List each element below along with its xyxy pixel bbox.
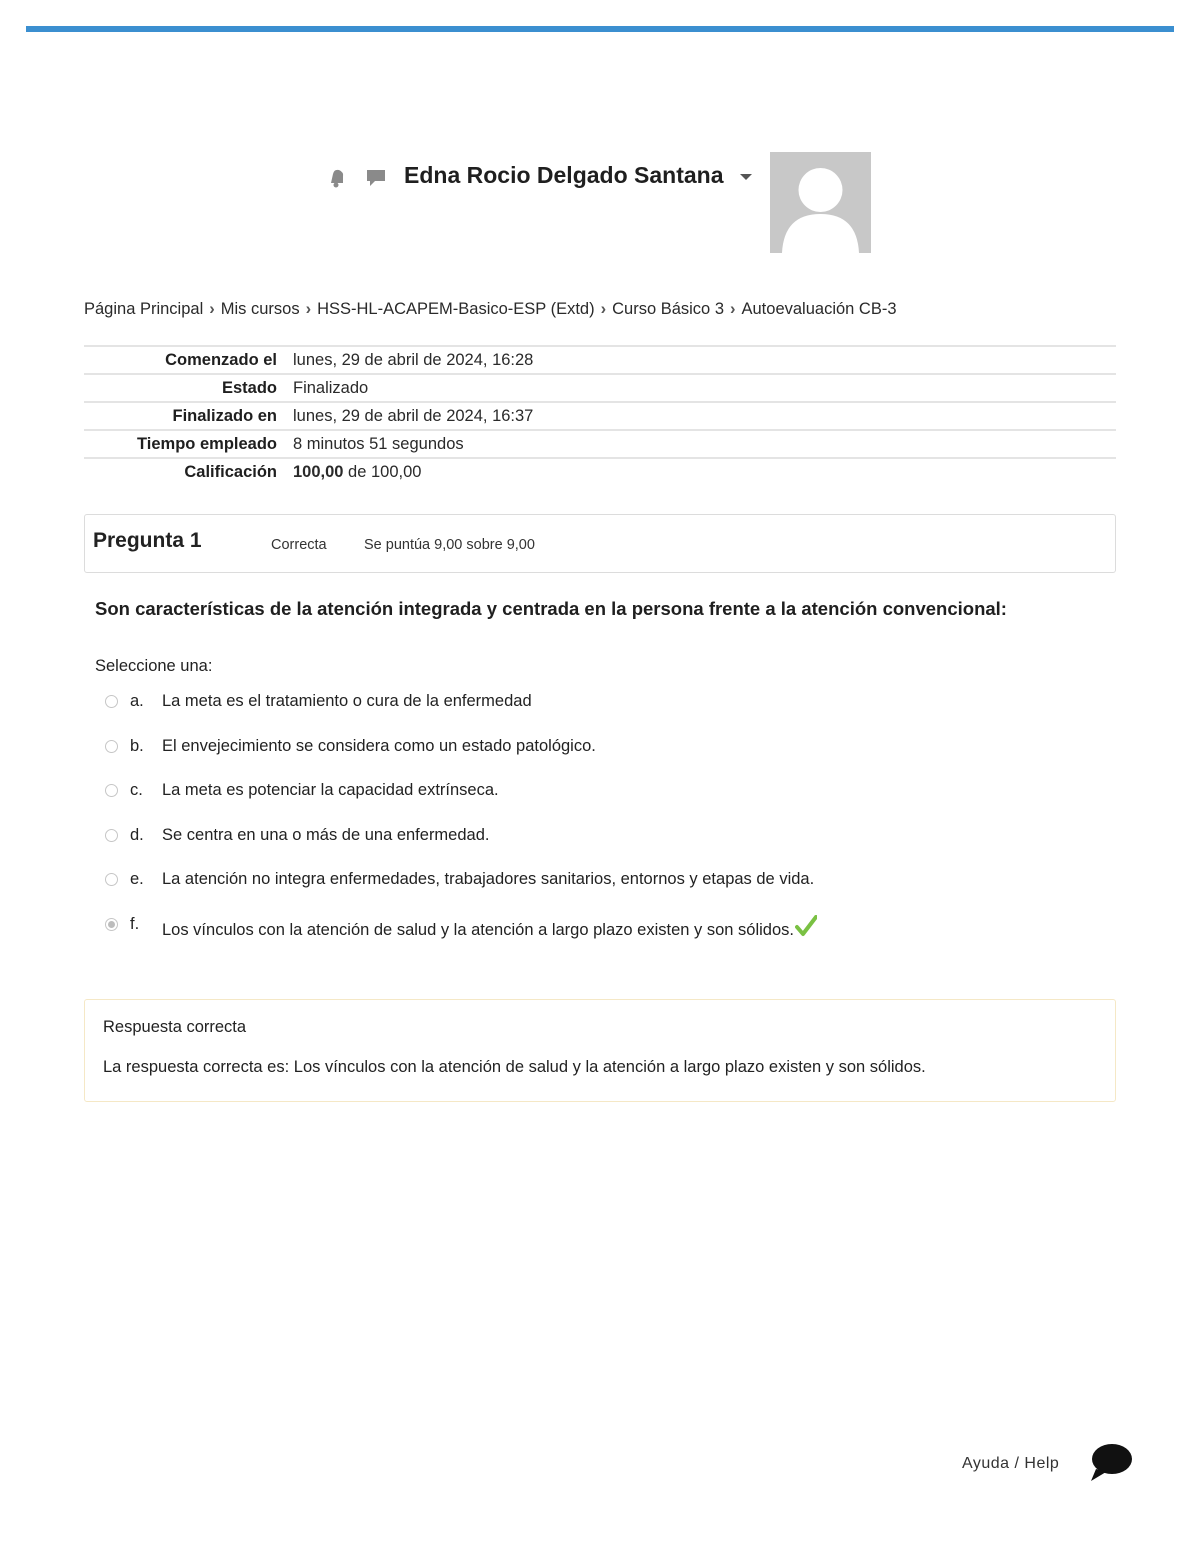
bell-icon[interactable] <box>326 166 350 190</box>
summary-row-started <box>84 346 1116 374</box>
summary-value: lunes, 29 de abril de 2024, 16:28 <box>293 346 1116 374</box>
option-letter: f. <box>130 914 140 933</box>
option-text: Los vínculos con la atención de salud y la atención a largo plazo existen y son sólidos. <box>162 920 794 939</box>
breadcrumb-home[interactable]: Página Principal <box>84 300 204 318</box>
chevron-right-icon: › <box>305 300 312 318</box>
question-grade: Se puntúa 9,00 sobre 9,00 <box>364 537 535 553</box>
chevron-down-icon[interactable] <box>740 174 752 180</box>
summary-value <box>293 458 1116 485</box>
answer-option-c <box>105 781 1105 826</box>
summary-row-time <box>84 430 1116 458</box>
summary-row-grade <box>84 458 1116 485</box>
summary-label: Calificación <box>84 458 293 485</box>
option-radio-selected[interactable] <box>105 918 118 931</box>
summary-value: Finalizado <box>293 374 1116 402</box>
answer-option-f <box>105 915 1105 960</box>
option-radio[interactable] <box>105 784 118 797</box>
grade-score: 100,00 <box>293 462 344 481</box>
option-text: El envejecimiento se considera como un estado patológico. <box>162 736 596 755</box>
answer-option-d <box>105 826 1105 871</box>
option-text: Se centra en una o más de una enfermedad. <box>162 825 490 844</box>
breadcrumb-my-courses[interactable]: Mis cursos <box>220 300 300 318</box>
answer-options <box>105 692 1105 960</box>
chat-icon[interactable] <box>364 166 388 190</box>
breadcrumb-quiz[interactable]: Autoevaluación CB-3 <box>741 300 897 318</box>
summary-row-state <box>84 374 1116 402</box>
feedback-title: Respuesta correcta <box>103 1018 247 1036</box>
summary-label: Tiempo empleado <box>84 430 293 458</box>
summary-value: 8 minutos 51 segundos <box>293 430 1116 458</box>
chat-bubble-icon[interactable] <box>1088 1441 1134 1483</box>
option-text: La meta es potenciar la capacidad extrínseca. <box>162 781 499 800</box>
feedback-box <box>84 999 1116 1102</box>
summary-label: Comenzado el <box>84 346 293 374</box>
breadcrumb-course[interactable]: HSS-HL-ACAPEM-Basico-ESP (Extd) <box>317 300 595 318</box>
option-text: La atención no integra enfermedades, trabajadores sanitarios, entornos y etapas de vida. <box>162 870 815 889</box>
grade-max: de 100,00 <box>343 462 422 481</box>
answer-option-e <box>105 870 1105 915</box>
answer-prompt: Seleccione una: <box>95 657 213 675</box>
summary-label: Finalizado en <box>84 402 293 430</box>
breadcrumb-section[interactable]: Curso Básico 3 <box>612 300 724 318</box>
chevron-right-icon: › <box>730 300 736 318</box>
option-radio[interactable] <box>105 829 118 842</box>
feedback-text: La respuesta correcta es: Los vínculos con la atención de salud y la atención a largo plazo existen y son sólidos. <box>103 1058 926 1076</box>
summary-row-finished <box>84 402 1116 430</box>
question-text: Son características de la atención integrada y centrada en la persona frente a la atención convencional: <box>95 598 1007 619</box>
question-info-box <box>84 514 1116 573</box>
question-state: Correcta <box>271 537 327 553</box>
option-radio[interactable] <box>105 740 118 753</box>
option-text: La meta es el tratamiento o cura de la enfermedad <box>162 692 532 710</box>
breadcrumb <box>84 300 897 319</box>
checkmark-icon <box>795 915 817 942</box>
user-menu <box>326 150 886 254</box>
help-link[interactable]: Ayuda / Help <box>962 1455 1060 1472</box>
option-radio[interactable] <box>105 873 118 886</box>
attempt-summary-table <box>84 345 1116 485</box>
question-number: Pregunta 1 <box>93 529 202 552</box>
option-radio[interactable] <box>105 695 118 708</box>
option-letter: b. <box>130 736 144 755</box>
chevron-right-icon: › <box>600 300 607 318</box>
option-letter: a. <box>130 692 144 710</box>
option-letter: c. <box>130 781 143 800</box>
answer-option-a <box>105 692 1105 737</box>
summary-value: lunes, 29 de abril de 2024, 16:37 <box>293 402 1116 430</box>
avatar[interactable] <box>770 152 871 253</box>
chevron-right-icon: › <box>209 300 215 318</box>
option-text-row <box>162 915 817 942</box>
answer-option-b <box>105 737 1105 782</box>
top-accent-bar <box>26 26 1174 32</box>
summary-label: Estado <box>84 374 293 402</box>
option-letter: e. <box>130 870 144 889</box>
user-name[interactable]: Edna Rocio Delgado Santana <box>404 162 724 188</box>
option-letter: d. <box>130 825 144 844</box>
